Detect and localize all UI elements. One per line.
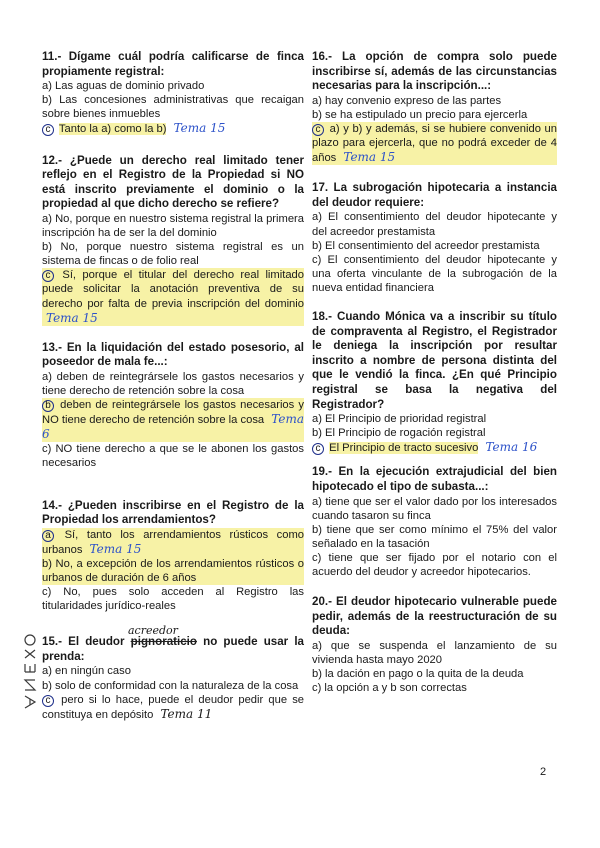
question-title: 20.- El deudor hipotecario vulnerable puede pedir, además de la reestructuración de su deuda: bbox=[312, 595, 557, 638]
option-c: c) El consentimiento del deudor hipotecante y una oferta vinculante de la subrogación de la nueva entidad financiera bbox=[312, 253, 557, 294]
answer-circle: c bbox=[312, 443, 324, 455]
answer-circle: c bbox=[312, 124, 324, 136]
question-11 bbox=[42, 50, 304, 137]
option-b-answer bbox=[42, 398, 304, 442]
question-title: 16.- La opción de compra solo puede inscribirse sí, además de las circunstancias necesarias para la inscripción...: bbox=[312, 50, 557, 93]
question-title: 11.- Dígame cuál podría calificarse de finca propiamente registral: bbox=[42, 50, 304, 78]
answer-circle: c bbox=[42, 695, 54, 707]
margin-annotation-drawing bbox=[22, 598, 38, 718]
question-15 bbox=[42, 624, 305, 722]
option-b: b) solo de conformidad con la naturaleza de la cosa bbox=[42, 679, 299, 692]
option-a: a) El consentimiento del deudor hipotecante y del acreedor prestamista bbox=[312, 211, 557, 238]
option-a: a) en ningún caso bbox=[42, 665, 131, 678]
option-text: Tanto la a) como la b) bbox=[58, 123, 167, 136]
handwritten-note: Tema 16 bbox=[485, 440, 538, 455]
margin-annotation bbox=[22, 598, 38, 718]
handwritten-correction: acreedor bbox=[128, 624, 178, 638]
struck-word: pignoraticio bbox=[130, 635, 197, 649]
question-title: 18.- Cuando Mónica va a inscribir su título de compraventa al Registro, el Registrador le deniega la inscripción por resultar inscrito a nombre de persona distinta del que le vendió la finca. ¿En qué Principio registral se basa la negativa del Registrador? bbox=[312, 310, 557, 411]
option-c-answer bbox=[42, 268, 304, 325]
option-c-answer bbox=[312, 122, 557, 165]
option-b: b) la dación en pago o la quita de la deuda bbox=[312, 668, 524, 681]
handwritten-note: Tema 15 bbox=[46, 310, 98, 325]
option-b: b) No, porque nuestro sistema registral es un sistema de fincas o de folio real bbox=[42, 241, 304, 268]
left-column bbox=[42, 50, 304, 722]
answer-circle: b bbox=[42, 400, 54, 412]
question-12 bbox=[42, 154, 304, 326]
question-19 bbox=[312, 465, 557, 579]
option-c: c) tiene que ser fijado por el notario con el acuerdo del deudor y acreedor hipotecarios. bbox=[312, 552, 557, 579]
handwritten-note: Tema 6 bbox=[42, 412, 305, 442]
title-start: 15.- El deudor bbox=[42, 635, 131, 649]
option-a: a) tiene que ser el valor dado por los interesados cuando tasaron su finca bbox=[312, 495, 557, 522]
option-text: a) y b) y además, si se hubiere convenido un plazo para ejercerla, que no podrá exceder de 4 años bbox=[312, 122, 557, 165]
option-a: a) No, porque en nuestro sistema registral la primera inscripción ha de ser la del dominio bbox=[42, 212, 304, 240]
option-a: a) El Principio de prioridad registral bbox=[312, 413, 487, 426]
option-b: b) El Principio de rogación registral bbox=[312, 427, 486, 440]
question-13 bbox=[42, 341, 304, 471]
question-title: 19.- En la ejecución extrajudicial del bien hipotecado el tipo de subasta...: bbox=[312, 465, 557, 494]
option-a: a) que se suspenda el lanzamiento de su vivienda hasta mayo 2020 bbox=[312, 639, 557, 667]
page-number: 2 bbox=[540, 766, 547, 778]
question-14 bbox=[42, 499, 304, 614]
option-a-answer bbox=[42, 528, 304, 557]
option-text: El Principio de tracto sucesivo bbox=[329, 442, 479, 455]
handwritten-note: Tema 15 bbox=[173, 121, 226, 136]
question-title: 17. La subrogación hipotecaria a instancia del deudor requiere: bbox=[312, 181, 557, 209]
option-c-answer bbox=[42, 693, 304, 722]
option-b: b) se ha estipulado un precio para ejercerla bbox=[312, 108, 528, 121]
option-b: b) Las concesiones administrativas que recaigan sobre bienes inmuebles bbox=[42, 94, 304, 121]
option-text: deben de reintegrársele los gastos necesarios y NO tiene derecho de retención sobre la cosa bbox=[42, 399, 304, 427]
question-title: 12.- ¿Puede un derecho real limitado tener reflejo en el Registro de la Propiedad si NO está inscrito previamente el dominio o la propiedad al que dicho derecho se refiere? bbox=[42, 153, 304, 211]
question-20 bbox=[312, 595, 557, 695]
answer-circle: c bbox=[42, 270, 54, 282]
option-c: c) la opción a y b son correctas bbox=[312, 682, 467, 695]
answer-circle: a bbox=[42, 530, 54, 542]
answer-circle: c bbox=[42, 124, 54, 136]
handwritten-note: Tema 15 bbox=[343, 150, 396, 165]
question-title: 13.- En la liquidación del estado posesorio, al poseedor de mala fe...: bbox=[42, 340, 304, 369]
option-c-answer bbox=[42, 121, 304, 136]
option-b: b) No, a excepción de los arrendamientos rústicos o urbanos de duración de 6 años bbox=[42, 557, 304, 584]
option-a: a) Las aguas de dominio privado bbox=[42, 80, 205, 93]
option-c: c) No, pues solo acceden al Registro las titularidades jurídico-reales bbox=[42, 586, 304, 613]
question-16 bbox=[312, 50, 557, 165]
option-b: b) El consentimiento del acreedor prestamista bbox=[312, 239, 540, 252]
option-text: pero si lo hace, puede el deudor pedir que se constituya en depósito bbox=[42, 693, 305, 721]
option-a: a) hay convenio expreso de las partes bbox=[312, 94, 502, 107]
question-17 bbox=[312, 181, 557, 295]
handwritten-note: Tema 15 bbox=[89, 541, 142, 556]
option-c: c) NO tiene derecho a que se le abonen los gastos necesarios bbox=[42, 443, 304, 470]
title-end: no puede usar la prenda: bbox=[42, 635, 304, 663]
option-a: a) deben de reintegrársele los gastos necesarios y tiene derecho de retención sobre la cosa bbox=[42, 370, 304, 397]
option-text: Sí, porque el titular del derecho real limitado puede solicitar la anotación preventiva de su derecho por falta de previa inscripción del dominio bbox=[42, 269, 304, 310]
option-text: Sí, tanto los arrendamientos rústicos como urbanos bbox=[42, 528, 305, 556]
question-18 bbox=[312, 310, 557, 455]
handwritten-note: Tema 11 bbox=[160, 706, 213, 721]
right-column bbox=[312, 50, 557, 695]
option-b: b) tiene que ser como mínimo el 75% del valor señalado en la tasación bbox=[312, 523, 557, 550]
question-title bbox=[42, 635, 304, 664]
option-c-answer bbox=[312, 440, 557, 455]
question-title: 14.- ¿Pueden inscribirse en el Registro de la Propiedad los arrendamientos? bbox=[42, 498, 304, 527]
